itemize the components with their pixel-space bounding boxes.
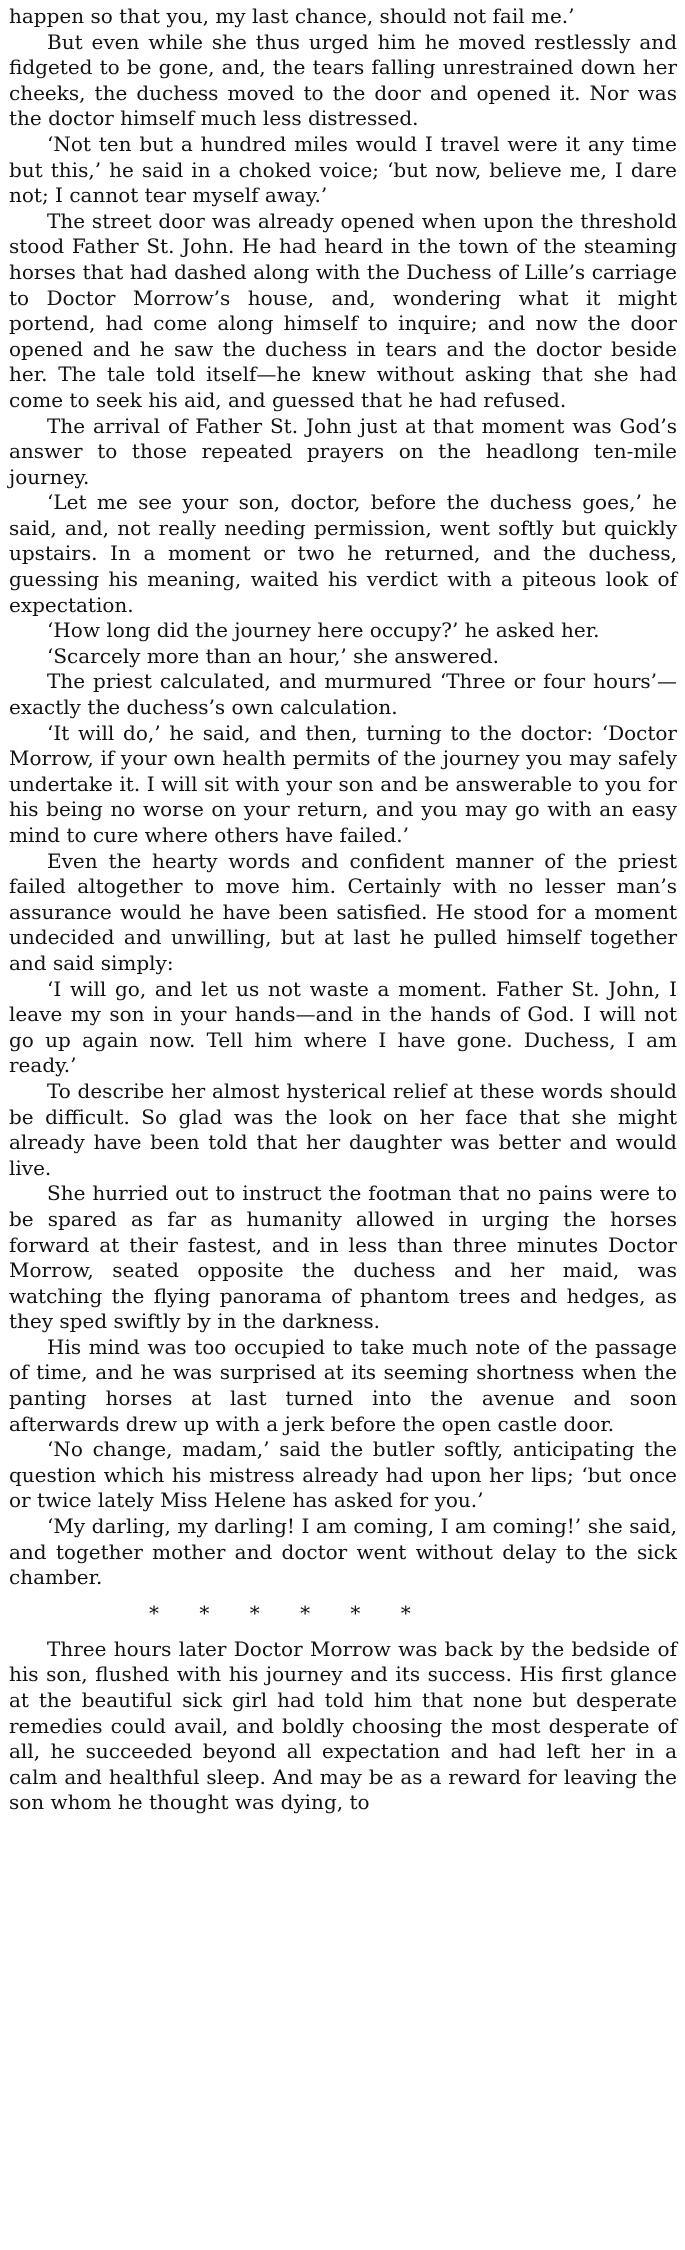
paragraph: ‘I will go, and let us not waste a moment. Father St. John, I leave my son in your hands—and in the hands of God. I will not go up again now. Tell him where I have gone. Duchess, I am ready.’ — [9, 976, 677, 1078]
closing-paragraph: Three hours later Doctor Morrow was back by the bedside of his son, flushed with his journey and its success. His first glance at the beautiful sick girl had told him that none but desperate remedies could avail, and boldly choosing the most desperate of all, he succeeded beyond all expectation and had left her in a calm and healthful sleep. And may be as a reward for leaving the son whom he thought was dying, to — [9, 1636, 677, 1815]
paragraph: ‘Not ten but a hundred miles would I travel were it any time but this,’ he said in a choked voice; ‘but now, believe me, I dare not; I cannot tear myself away.’ — [9, 131, 677, 208]
paragraph: ‘Scarcely more than an hour,’ she answered. — [47, 643, 499, 668]
paragraph: To describe her almost hysterical relief at these words should be difficult. So glad was the look on her face that she might already have been told that her daughter was better and would live. — [9, 1078, 677, 1180]
paragraph: The street door was already opened when upon the threshold stood Father St. John. He had heard in the town of the steaming horses that had dashed along with the Duchess of Lille’s carriage to Doctor Morrow’s house, and, wondering what it might portend, had come along himself to inquire; and now the door opened and he saw the duchess in tears and the doctor beside her. The tale told itself—he knew without asking that she had come to seek his aid, and guessed that he had refused. — [9, 208, 677, 412]
paragraph: The priest calculated, and murmured ‘Three or four hours’—exactly the duchess’s own calculation. — [9, 669, 677, 720]
paragraph: ‘No change, madam,’ said the butler softly, anticipating the question which his mistress already had upon her lips; ‘but once or twice lately Miss Helene has asked for you.’ — [9, 1437, 677, 1513]
paragraph: But even while she thus urged him he moved restlessly and fidgeted to be gone, and, the tears falling unrestrained down her cheeks, the duchess moved to the door and opened it. Nor was the doctor himself much less distressed. — [9, 29, 677, 131]
section-separator: * * * * * * — [149, 1600, 411, 1625]
paragraph: His mind was too occupied to take much note of the passage of time, and he was surprised at its seeming shortness when the panting horses at last turned into the avenue and soon afterwards drew up with a jerk before the open castle door. — [9, 1334, 677, 1436]
paragraph: ‘How long did the journey here occupy?’ he asked her. — [47, 618, 600, 643]
paragraph: She hurried out to instruct the footman that no pains were to be spared as far as humanity allowed in urging the horses forward at their fastest, and in less than three minutes Doctor Morrow, seated opposite the duchess and her maid, was watching the flying panorama of phantom trees and hedges, as they sped swiftly by in the darkness. — [9, 1181, 677, 1334]
paragraph: ‘Let me see your son, doctor, before the duchess goes,’ he said, and, not really needing permission, went softly but quickly upstairs. In a moment or two he returned, and the duchess, guessing his meaning, waited his verdict with a piteous look of expectation. — [9, 490, 677, 617]
paragraph: ‘It will do,’ he said, and then, turning to the doctor: ‘Doctor Morrow, if your own health permits of the journey you may safely undertake it. I will sit with your son and be answerable to you for his being no worse on your return, and you may go with an easy mind to cure where others have failed.’ — [9, 720, 677, 847]
paragraph: ‘My darling, my darling! I am coming, I am coming!’ she said, and together mother and doctor went without delay to the sick chamber. — [9, 1514, 677, 1590]
paragraph: The arrival of Father St. John just at that moment was God’s answer to those repeated prayers on the headlong ten-mile journey. — [9, 413, 677, 489]
paragraph-continuation: happen so that you, my last chance, should not fail me.’ — [9, 4, 575, 28]
paragraph: Even the hearty words and confident manner of the priest failed altogether to move him. Certainly with no lesser man’s assurance would he have been satisfied. He stood for a moment undecided and unwilling, but at last he pulled himself together and said simply: — [9, 848, 677, 975]
